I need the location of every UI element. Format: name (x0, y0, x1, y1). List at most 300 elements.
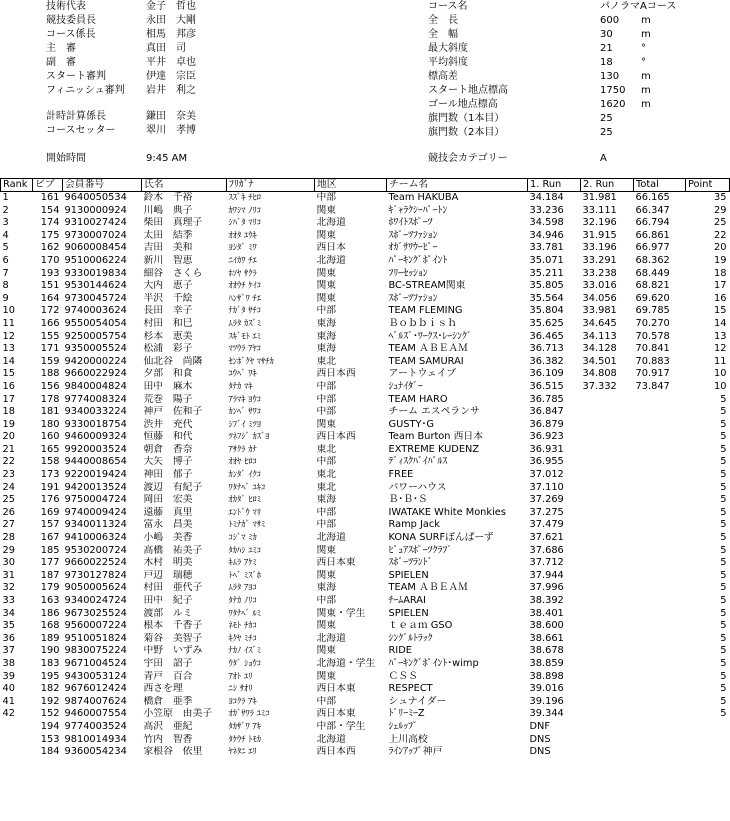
member-no-cell: 9560007224 (64, 620, 127, 632)
team-cell: IWATAKE White Monkies (388, 506, 506, 518)
member-no-cell: 9340033224 (64, 406, 127, 418)
team-cell: TEAM ＡＢＥＡＭ (388, 343, 468, 355)
total-cell (634, 671, 686, 684)
table-row (1, 633, 730, 646)
furigana-cell: ﾖｺｸﾗ ｱｷ (228, 696, 257, 707)
region-cell: 中部 (316, 456, 337, 468)
official-label: スタート審判 (46, 71, 106, 82)
name-cell: 渡部 ルミ (143, 607, 193, 619)
run2-cell (581, 683, 634, 696)
bib-cell: 170 (40, 254, 60, 266)
team-cell: ｽﾎﾟｰﾂﾗﾝﾄﾞ (388, 557, 433, 569)
rank-cell: 24 (2, 481, 15, 493)
bib-cell: 165 (40, 443, 60, 455)
name-cell: 大内 恵子 (143, 280, 193, 292)
run1-cell: 38.661 (529, 632, 564, 644)
team-cell: アートウェイブ (388, 368, 457, 380)
run2-cell (581, 633, 634, 646)
official-label: 競技委員長 (46, 15, 96, 26)
team-cell: パワーハウス (388, 481, 447, 493)
region-cell: 関東 (316, 418, 337, 430)
member-no-cell: 9430053124 (64, 670, 127, 682)
furigana-cell: ﾀｶｻﾞﾜ ｱｷ (228, 721, 261, 732)
region-cell: 東北 (316, 443, 337, 455)
furigana-cell: ﾆｼ ｻｵﾘ (228, 684, 253, 695)
bib-cell: 168 (40, 620, 60, 632)
run2-cell (581, 406, 634, 419)
bib-cell: 173 (40, 469, 60, 481)
total-cell: 68.449 (635, 267, 670, 279)
member-no-cell: 9730045724 (64, 292, 127, 304)
total-cell (634, 696, 686, 709)
run1-cell: 35.625 (529, 317, 564, 329)
member-no-cell: 9673025524 (64, 607, 127, 619)
member-no-cell: 9330018754 (64, 418, 127, 430)
rank-cell: 11 (2, 317, 15, 329)
run1-cell: 36.109 (529, 368, 564, 380)
region-cell: 関東 (316, 670, 337, 682)
course-unit: ° (641, 57, 646, 68)
col-furigana-header: ﾌﾘｶﾞﾅ (227, 179, 315, 192)
region-cell: 関東 (316, 544, 337, 556)
member-no-cell: 9220019424 (64, 469, 127, 481)
furigana-cell: ｺｼﾞﾏ ﾐｶ (228, 533, 257, 544)
run1-cell: DNS (529, 746, 551, 758)
rank-cell: 41 (2, 695, 15, 707)
run1-cell: 36.465 (529, 330, 564, 342)
member-no-cell: 9440008654 (64, 456, 127, 468)
course-value: 21 (600, 43, 613, 54)
col-bib-header: ビブ (33, 179, 63, 192)
bib-cell: 156 (40, 380, 60, 392)
furigana-cell: ﾜﾀﾅﾍﾞ ﾙﾐ (228, 608, 261, 619)
official-label: 副 審 (46, 57, 76, 68)
table-row (1, 482, 730, 495)
team-cell: ﾊﾟｰｷﾝｸﾞﾎﾟｲﾝﾄ (388, 254, 448, 266)
furigana-cell: ｳﾀﾞ ｼｮｳｺ (228, 658, 261, 669)
total-cell: 69.620 (635, 292, 670, 304)
member-no-cell: 9460009324 (64, 431, 127, 443)
furigana-cell: ｶﾜｼﾏ ﾉﾘｺ (228, 205, 261, 216)
point-cell: 5 (720, 456, 727, 468)
member-no-cell: 9420000224 (64, 355, 127, 367)
name-cell: 鈴木 千裕 (143, 192, 193, 203)
run2-cell: 34.113 (582, 330, 617, 342)
team-cell: RESPECT (388, 683, 433, 695)
point-cell: 14 (714, 317, 727, 329)
team-cell: TEAM SAMURAI (388, 355, 464, 367)
rank-cell: 29 (2, 544, 15, 556)
rank-cell: 34 (2, 607, 15, 619)
team-cell: ﾄﾞﾘｰﾐｰZ (388, 708, 425, 720)
region-cell: 関東 (316, 267, 337, 279)
name-cell: 家根谷 依里 (143, 746, 203, 758)
run2-cell (581, 595, 634, 608)
rank-cell: 13 (2, 343, 15, 355)
run2-cell: 33.291 (582, 254, 617, 266)
point-cell: 11 (714, 355, 727, 367)
bib-cell: 182 (40, 683, 60, 695)
table-row (1, 582, 730, 595)
member-no-cell: 9530144624 (64, 280, 127, 292)
member-no-cell: 9340024724 (64, 595, 127, 606)
rank-cell: 20 (2, 431, 15, 443)
member-no-cell: 9730007024 (64, 229, 127, 241)
point-cell: 5 (720, 695, 727, 707)
run2-cell (581, 532, 634, 545)
course-unit: m (641, 85, 651, 96)
rank-cell: 6 (2, 254, 9, 266)
run2-cell (581, 545, 634, 558)
run2-cell (581, 494, 634, 507)
course-label: 最大斜度 (428, 43, 468, 54)
course-label: 標高差 (428, 71, 458, 82)
name-cell: 杉本 恵美 (143, 330, 193, 342)
course-label: ゴール地点標高 (428, 99, 498, 110)
member-no-cell: 9050005624 (64, 582, 127, 594)
region-cell: 関東 (316, 292, 337, 304)
team-cell: ｼﾝｸﾞﾙﾄﾗｯｸ (388, 632, 433, 644)
total-cell (634, 582, 686, 595)
furigana-cell: ﾀﾅｶ ﾏｷ (228, 381, 253, 392)
rank-cell: 37 (2, 645, 15, 657)
furigana-cell: ﾔﾈﾀﾆ ｴﾘ (228, 747, 257, 758)
team-cell: ﾃﾞｨｽｸﾊﾞｲﾊﾟﾙｽ (388, 456, 448, 468)
table-row (1, 683, 730, 696)
run1-cell: 36.382 (529, 355, 564, 367)
furigana-cell: ﾜﾀﾅﾍﾞ ﾕｷｺ (228, 482, 266, 493)
team-cell: ｼｪﾙｯﾌﾟ (388, 720, 418, 732)
category-value: A (600, 153, 607, 164)
run1-cell: 37.944 (529, 569, 564, 581)
team-cell: Ｂｏｂｂｉｓｈ (388, 317, 458, 329)
bib-cell: 181 (40, 406, 60, 418)
total-cell (634, 595, 686, 608)
member-no-cell: 9310027424 (64, 217, 127, 229)
rank-cell: 5 (2, 242, 9, 254)
name-cell: 仙北谷 尚隣 (143, 355, 203, 367)
course-unit: ° (641, 43, 646, 54)
rank-cell: 31 (2, 569, 15, 581)
total-cell (634, 721, 686, 734)
table-row (1, 368, 730, 381)
point-cell: 5 (720, 670, 727, 682)
total-cell: 69.785 (635, 305, 670, 317)
run2-cell: 31.915 (582, 229, 617, 241)
run2-cell: 34.501 (582, 355, 617, 367)
point-cell: 5 (720, 557, 727, 569)
total-cell: 66.977 (635, 242, 670, 254)
course-value: パノラマAコース (600, 1, 677, 12)
results-table (0, 178, 730, 759)
run1-cell: 38.392 (529, 595, 564, 606)
run1-cell: 34.598 (529, 217, 564, 229)
rank-cell: 23 (2, 469, 15, 481)
point-cell: 19 (714, 254, 727, 266)
region-cell: 北海道・学生 (316, 657, 376, 669)
run2-cell (581, 721, 634, 734)
furigana-cell: ﾄﾐﾅｶﾞ ﾏｻﾐ (228, 520, 266, 531)
point-cell: 5 (720, 494, 727, 506)
col-member-no-header: 会員番号 (63, 179, 142, 192)
furigana-cell: ｶﾝﾀﾞ ｲｸｺ (228, 470, 261, 481)
run2-cell (581, 570, 634, 583)
region-cell: 東海 (316, 317, 337, 329)
run1-cell: 36.879 (529, 418, 564, 430)
table-row (1, 469, 730, 482)
furigana-cell: ｼﾊﾞﾀ ﾏﾘｺ (228, 218, 261, 229)
table-row (1, 242, 730, 255)
bib-cell: 158 (40, 456, 60, 468)
table-row (1, 519, 730, 532)
member-no-cell: 9410006324 (64, 532, 127, 544)
furigana-cell: ﾊﾝｻﾞﾜ ﾁｴ (228, 293, 261, 304)
bib-cell: 183 (40, 657, 60, 669)
table-row (1, 419, 730, 432)
bib-cell: 188 (40, 368, 60, 380)
furigana-cell: ﾆｲｶﾜ ﾁｴ (228, 255, 257, 266)
run1-cell: 37.012 (529, 469, 564, 481)
col-run1-header: 1. Run (528, 179, 581, 192)
team-cell: 上川高校 (388, 733, 428, 745)
region-cell: 関東・学生 (316, 607, 366, 619)
table-row (1, 217, 730, 230)
col-point-header: Point (686, 179, 730, 192)
region-cell: 東海 (316, 343, 337, 355)
furigana-cell: ﾄﾍﾞ ﾐｽﾞﾎ (228, 570, 261, 581)
official-value: 伊達 宗臣 (146, 71, 196, 82)
name-cell: 戸辺 瑞穂 (143, 569, 193, 581)
name-cell: 渡辺 有紀子 (143, 481, 203, 493)
bib-cell: 184 (40, 746, 60, 758)
bib-cell: 179 (40, 582, 60, 594)
member-no-cell: 9810014934 (64, 733, 127, 745)
point-cell: 5 (720, 481, 727, 493)
region-cell: 北海道 (316, 217, 346, 229)
bib-cell: 169 (40, 506, 60, 518)
name-cell: 太田 結季 (143, 229, 193, 241)
table-row (1, 595, 730, 608)
rank-cell: 16 (2, 380, 15, 392)
course-label: スタート地点標高 (428, 85, 508, 96)
rank-cell: 19 (2, 418, 15, 430)
start-time-value: 9:45 AM (146, 153, 188, 164)
point-cell: 5 (720, 431, 727, 443)
run2-cell (581, 608, 634, 621)
official-label: コースセッター (46, 125, 116, 136)
furigana-cell: ﾀﾅｶ ﾉﾘｺ (228, 596, 257, 606)
member-no-cell: 9420013524 (64, 481, 127, 493)
region-cell: 東北 (316, 481, 337, 493)
name-cell: 荒巻 陽子 (143, 393, 193, 405)
table-row (1, 268, 730, 281)
rank-cell: 42 (2, 708, 15, 720)
furigana-cell: ｵｵｳﾁ ｹｲｺ (228, 281, 261, 292)
point-cell: 5 (720, 544, 727, 556)
total-cell (634, 734, 686, 747)
table-row (1, 255, 730, 268)
name-cell: 神戸 佐和子 (143, 406, 203, 418)
name-cell: 半沢 千絵 (143, 292, 193, 304)
official-value: 翠川 孝博 (146, 125, 196, 136)
rank-cell: 26 (2, 506, 15, 518)
team-cell: シュナイダー (388, 695, 447, 707)
run1-cell: 36.713 (529, 343, 564, 355)
total-cell (634, 394, 686, 407)
table-row (1, 431, 730, 444)
bib-cell: 194 (40, 720, 60, 732)
name-cell: 遠藤 真里 (143, 506, 193, 518)
total-cell (634, 482, 686, 495)
name-cell: 田中 麻木 (143, 380, 193, 392)
run2-cell (581, 671, 634, 684)
total-cell: 66.165 (635, 192, 670, 203)
region-cell: 中部 (316, 406, 337, 418)
rank-cell: 22 (2, 456, 15, 468)
point-cell: 10 (714, 380, 727, 392)
run2-cell: 31.981 (582, 192, 617, 203)
official-label: 技術代表 (46, 1, 86, 12)
furigana-cell: ｵｶﾞｻﾜﾗ ﾕﾐｺ (228, 709, 270, 720)
bib-cell: 177 (40, 557, 60, 569)
point-cell: 5 (720, 595, 727, 606)
bib-cell: 155 (40, 330, 60, 342)
name-cell: 青戸 百合 (143, 670, 193, 682)
bib-cell: 195 (40, 670, 60, 682)
bib-cell: 164 (40, 292, 60, 304)
run1-cell: 39.196 (529, 695, 564, 707)
name-cell: 中野 いずみ (143, 645, 203, 657)
name-cell: 朝倉 香奈 (143, 443, 193, 455)
furigana-cell: ｷﾑﾗ ｱｹﾐ (228, 558, 257, 569)
name-cell: 長田 幸子 (143, 305, 193, 317)
bib-cell: 167 (40, 532, 60, 544)
point-cell: 5 (720, 418, 727, 430)
member-no-cell: 9830075224 (64, 645, 127, 657)
total-cell (634, 570, 686, 583)
col-run2-header: 2. Run (581, 179, 634, 192)
run2-cell: 34.128 (582, 343, 617, 355)
run2-cell: 33.981 (582, 305, 617, 317)
table-row (1, 708, 730, 721)
run2-cell (581, 419, 634, 432)
team-cell: GUSTY･G (388, 418, 434, 430)
name-cell: 村田 和巳 (143, 317, 193, 329)
member-no-cell: 9330019834 (64, 267, 127, 279)
total-cell (634, 532, 686, 545)
run1-cell: 35.071 (529, 254, 564, 266)
team-cell: ﾌﾘｰｾｯｼｮﾝ (388, 267, 428, 279)
rank-cell: 18 (2, 406, 15, 418)
point-cell: 5 (720, 393, 727, 405)
region-cell: 中部 (316, 519, 337, 531)
region-cell: 北海道 (316, 733, 346, 745)
bib-cell: 162 (40, 242, 60, 254)
name-cell: 小嶋 美香 (143, 532, 193, 544)
bib-cell: 154 (40, 204, 60, 216)
team-cell: ＣＳＳ (388, 670, 418, 682)
name-cell: 村田 亜代子 (143, 582, 203, 594)
table-row (1, 620, 730, 633)
official-value: 鎌田 奈美 (146, 111, 196, 122)
run1-cell: 36.785 (529, 393, 564, 405)
run2-cell (581, 394, 634, 407)
total-cell (634, 645, 686, 658)
course-value: 30 (600, 29, 613, 40)
run2-cell (581, 696, 634, 709)
team-cell: SPIELEN (388, 569, 429, 581)
table-row (1, 406, 730, 419)
furigana-cell: ｴﾝﾄﾞｳ ﾏﾘ (228, 507, 261, 518)
region-cell: 関東 (316, 620, 337, 632)
run1-cell: 39.344 (529, 708, 564, 720)
region-cell: 西日本東 (316, 557, 356, 569)
course-label: 旗門数（1本目） (428, 113, 505, 124)
total-cell: 66.861 (635, 229, 670, 241)
point-cell: 20 (714, 242, 727, 254)
table-row (1, 671, 730, 684)
member-no-cell: 9510006224 (64, 254, 127, 266)
category-label: 競技会カテゴリー (428, 153, 508, 164)
course-value: 25 (600, 113, 613, 124)
run1-cell: 37.110 (529, 481, 564, 493)
run1-cell: 33.781 (529, 242, 564, 254)
run2-cell (581, 444, 634, 457)
run2-cell: 34.645 (582, 317, 617, 329)
name-cell: 神田 郁子 (143, 469, 193, 481)
name-cell: 松浦 彩子 (143, 343, 193, 355)
table-row (1, 532, 730, 545)
total-cell (634, 507, 686, 520)
bib-cell: 176 (40, 494, 60, 506)
name-cell: 西さを理 (143, 683, 183, 695)
rank-cell (1, 734, 33, 747)
furigana-cell: ﾑﾗﾀ ｶｽﾞﾐ (228, 318, 261, 329)
run2-cell: 33.016 (582, 280, 617, 292)
member-no-cell: 9460007554 (64, 708, 127, 720)
point-cell: 5 (720, 620, 727, 632)
name-cell: 柴田 真理子 (143, 217, 203, 229)
point-cell: 5 (720, 406, 727, 418)
team-cell: Team Burton 西日本 (388, 431, 484, 443)
run2-cell: 33.196 (582, 242, 617, 254)
table-row (1, 507, 730, 520)
name-cell: 岡田 宏美 (143, 494, 193, 506)
name-cell: 根本 千香子 (143, 620, 203, 632)
region-cell: 中部 (316, 393, 337, 405)
member-no-cell: 9130000924 (64, 204, 127, 216)
region-cell: 西日本 (316, 242, 346, 254)
total-cell (634, 557, 686, 570)
team-cell: ｔｅａｍ GSO (388, 620, 453, 632)
point-cell: 5 (720, 645, 727, 657)
furigana-cell: ﾕｳﾍﾞ ﾜｷ (228, 369, 257, 380)
bib-cell: 160 (40, 431, 60, 443)
team-cell: ﾗｲﾝｱｯﾌﾟ神戸 (388, 746, 443, 758)
rank-cell: 4 (2, 229, 9, 241)
furigana-cell: ｷｸﾔ ﾐﾁｺ (228, 633, 257, 644)
bib-cell: 161 (40, 192, 60, 203)
course-value: 1620 (600, 99, 626, 110)
start-time-label: 開始時間 (46, 153, 86, 164)
point-cell: 35 (714, 192, 727, 203)
name-cell: 富永 昌美 (143, 519, 193, 531)
run1-cell: DNF (529, 720, 551, 732)
rank-cell: 28 (2, 532, 15, 544)
team-cell: ﾋﾟｭｱｽﾎﾟｰﾂｸﾗﾌﾞ (388, 544, 453, 556)
team-cell: ｷﾞｬﾗｸｼｰﾊﾟｰﾄﾝ (388, 204, 448, 216)
run1-cell: 38.898 (529, 670, 564, 682)
